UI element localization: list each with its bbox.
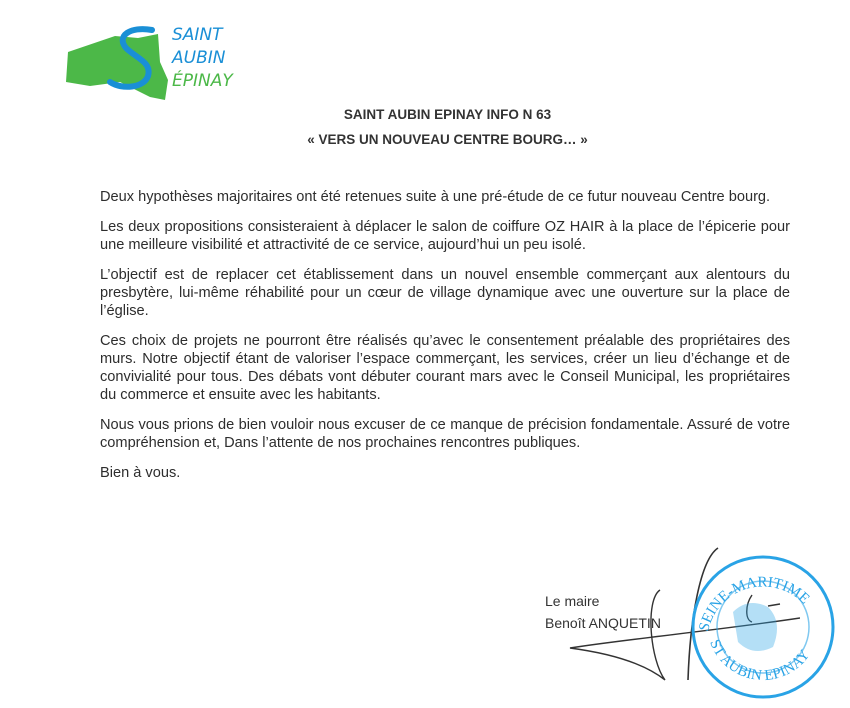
paragraph: Deux hypothèses majoritaires ont été retenues suite à une pré-étude de ce futur nouveau Centre bourg. [100, 189, 771, 205]
logo-wordmark: SAINT AUBIN ÉPINAY [172, 25, 233, 91]
letter-body [100, 188, 790, 494]
paragraph: Les deux propositions consisteraient à déplacer le salon de coiffure OZ HAIR à la place de l’épicerie pour une meilleure visibilité et attractivité de ce service, aujourd’hui un peu isolé. [100, 219, 790, 253]
signer-name: Benoît ANQUETIN [545, 615, 661, 631]
svg-text:ST AUBIN EPINAY: ST AUBIN EPINAY [706, 637, 814, 685]
closing: Bien à vous. [100, 465, 181, 481]
official-stamp-icon [688, 552, 838, 702]
document-subtitle: « VERS UN NOUVEAU CENTRE BOURG… » [307, 132, 588, 147]
svg-text:SEINE-MARITIME: SEINE-MARITIME [696, 574, 813, 634]
paragraph: Nous vous prions de bien vouloir nous excuser de ce manque de précision fondamentale. Assuré de votre compréhension et, Dans l’attente de nos prochaines rencontres publiques. [100, 417, 790, 451]
signer-role: Le maire [545, 593, 600, 609]
paragraph: Ces choix de projets ne pourront être réalisés qu’avec le consentement préalable des propriétaires des murs. Notre objectif étant de valoriser l’espace commerçant, les services, créer un lieu d’échange et de convivialité pour tous. Des débats vont débuter courant mars avec le Conseil Municipal, les propriétaires du commerce et ensuite avec les habitants. [100, 333, 790, 403]
document-title: SAINT AUBIN EPINAY INFO N 63 [343, 107, 552, 122]
signature-block [545, 590, 661, 634]
paragraph: L’objectif est de replacer cet établissement dans un nouvel ensemble commerçant aux alentours du presbytère, lui-même réhabilité pour un cœur de village dynamique avec une ouverture sur la place de l’église. [100, 267, 790, 319]
